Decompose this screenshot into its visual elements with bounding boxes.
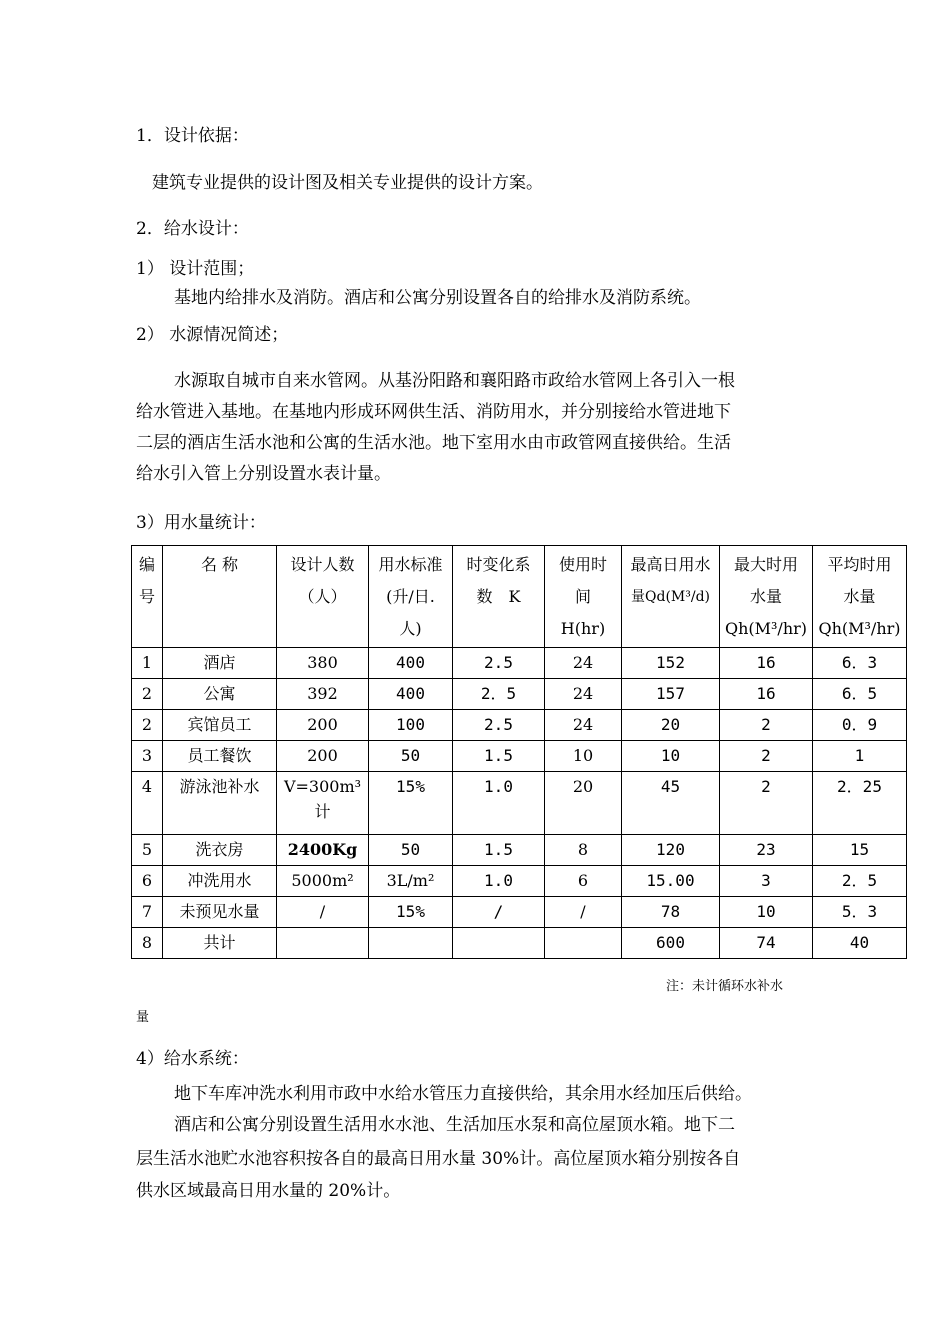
table-cell: 5 <box>132 835 163 866</box>
table-cell: 400 <box>369 679 453 710</box>
header-name: 名 称 <box>163 546 277 648</box>
table-cell: 600 <box>622 928 720 959</box>
table-cell: 15.00 <box>622 866 720 897</box>
table-cell: 员工餐饮 <box>163 741 277 772</box>
table-cell: 24 <box>545 648 622 679</box>
table-cell: 50 <box>369 835 453 866</box>
table-cell: 3L/m² <box>369 866 453 897</box>
section-2-1-text: 基地内给排水及消防。酒店和公寓分别设置各自的给排水及消防系统。 <box>174 288 701 308</box>
table-cell: 5000m² <box>277 866 369 897</box>
table-cell: 6．3 <box>813 648 907 679</box>
table-cell: 15% <box>369 897 453 928</box>
section-2-2-title: 2） 水源情况简述； <box>136 325 289 345</box>
header-standard: 用水标准 (升/日. 人) <box>369 546 453 648</box>
table-cell: 45 <box>622 772 720 835</box>
table-cell: 120 <box>622 835 720 866</box>
table-cell: 2400Kg <box>277 835 369 866</box>
section-2-4-title: 4）给水系统： <box>136 1049 249 1069</box>
table-row <box>132 928 907 959</box>
table-cell: 24 <box>545 679 622 710</box>
table-cell: 游泳池补水 <box>163 772 277 835</box>
table-cell: 392 <box>277 679 369 710</box>
header-no: 编 号 <box>132 546 163 648</box>
water-system-line-4: 供水区域最高日用水量的 20%计。 <box>136 1181 401 1201</box>
table-cell: 200 <box>277 741 369 772</box>
header-avg-hourly: 平均时用 水量 Qh(M³/hr) <box>813 546 907 648</box>
table-row <box>132 741 907 772</box>
table-cell: 1.5 <box>453 835 545 866</box>
water-usage-table <box>131 545 907 959</box>
table-cell: 23 <box>720 835 813 866</box>
table-cell: / <box>545 897 622 928</box>
table-cell: 20 <box>545 772 622 835</box>
table-cell: 380 <box>277 648 369 679</box>
table-cell: 2 <box>720 741 813 772</box>
table-cell: 74 <box>720 928 813 959</box>
table-cell: 8 <box>545 835 622 866</box>
header-people: 设计人数 （人） <box>277 546 369 648</box>
table-cell: 16 <box>720 679 813 710</box>
table-cell: 78 <box>622 897 720 928</box>
table-cell <box>545 928 622 959</box>
table-cell: 10 <box>622 741 720 772</box>
table-cell: 5．3 <box>813 897 907 928</box>
table-cell: 157 <box>622 679 720 710</box>
table-cell: 1.0 <box>453 772 545 835</box>
table-cell: 酒店 <box>163 648 277 679</box>
table-cell: 冲洗用水 <box>163 866 277 897</box>
section-2-title: 2．给水设计： <box>136 219 249 239</box>
water-source-line-1: 水源取自城市自来水管网。从基汾阳路和襄阳路市政给水管网上各引入一根 <box>174 371 735 391</box>
table-cell <box>369 928 453 959</box>
header-hourly-factor: 时变化系 数 K <box>453 546 545 648</box>
table-cell: 4 <box>132 772 163 835</box>
section-2-1-title: 1） 设计范围； <box>136 259 255 279</box>
table-row <box>132 648 907 679</box>
table-cell: 0．9 <box>813 710 907 741</box>
table-cell: 1.5 <box>453 741 545 772</box>
table-cell: 2.5 <box>453 710 545 741</box>
table-cell: 6 <box>545 866 622 897</box>
header-hours: 使用时 间 H(hr) <box>545 546 622 648</box>
table-cell: 未预见水量 <box>163 897 277 928</box>
water-system-line-3: 层生活水池贮水池容积按各自的最高日用水量 30%计。高位屋顶水箱分别按各自 <box>136 1149 741 1169</box>
water-system-line-2: 酒店和公寓分别设置生活用水水池、生活加压水泵和高位屋顶水箱。地下二 <box>174 1115 735 1135</box>
water-source-line-2: 给水管进入基地。在基地内形成环网供生活、消防用水，并分别接给水管进地下 <box>136 402 731 422</box>
table-cell: 3 <box>720 866 813 897</box>
table-cell: 1 <box>813 741 907 772</box>
table-row <box>132 772 907 835</box>
header-max-daily: 最高日用水 量Qd(M³/d) <box>622 546 720 648</box>
table-row <box>132 897 907 928</box>
table-cell: 6．5 <box>813 679 907 710</box>
table-cell: 50 <box>369 741 453 772</box>
table-cell: 7 <box>132 897 163 928</box>
table-cell: 2.5 <box>453 648 545 679</box>
water-source-line-4: 给水引入管上分别设置水表计量。 <box>136 464 391 484</box>
table-cell <box>453 928 545 959</box>
table-cell: / <box>453 897 545 928</box>
table-note-continued: 量 <box>136 1010 150 1025</box>
table-cell: 洗衣房 <box>163 835 277 866</box>
section-2-3-title: 3）用水量统计： <box>136 513 266 533</box>
table-cell: 2 <box>132 679 163 710</box>
table-cell: 10 <box>545 741 622 772</box>
table-cell: 2 <box>720 772 813 835</box>
table-cell: 3 <box>132 741 163 772</box>
table-cell: 24 <box>545 710 622 741</box>
table-cell: 2．5 <box>453 679 545 710</box>
table-cell: 2．5 <box>813 866 907 897</box>
table-cell: 100 <box>369 710 453 741</box>
table-note: 注：未计循环水补水 <box>666 979 784 994</box>
table-cell <box>277 928 369 959</box>
table-cell: 宾馆员工 <box>163 710 277 741</box>
table-cell: 1.0 <box>453 866 545 897</box>
table-cell: 15% <box>369 772 453 835</box>
table-cell: 8 <box>132 928 163 959</box>
table-row <box>132 866 907 897</box>
table-cell: 15 <box>813 835 907 866</box>
table-cell: 200 <box>277 710 369 741</box>
table-cell: 16 <box>720 648 813 679</box>
table-cell: 2．25 <box>813 772 907 835</box>
table-cell: 10 <box>720 897 813 928</box>
header-max-hourly: 最大时用 水量 Qh(M³/hr) <box>720 546 813 648</box>
table-row <box>132 710 907 741</box>
table-cell: 40 <box>813 928 907 959</box>
table-row <box>132 679 907 710</box>
table-cell: / <box>277 897 369 928</box>
table-cell: 1 <box>132 648 163 679</box>
table-cell: 共计 <box>163 928 277 959</box>
table-cell: 6 <box>132 866 163 897</box>
section-1-title: 1．设计依据： <box>136 126 249 146</box>
water-source-line-3: 二层的酒店生活水池和公寓的生活水池。地下室用水由市政管网直接供给。生活 <box>136 433 731 453</box>
table-header-row <box>132 546 907 648</box>
table-cell: 2 <box>132 710 163 741</box>
section-1-text: 建筑专业提供的设计图及相关专业提供的设计方案。 <box>152 173 543 193</box>
table-cell: 公寓 <box>163 679 277 710</box>
table-cell: 400 <box>369 648 453 679</box>
table-cell: 152 <box>622 648 720 679</box>
table-row <box>132 835 907 866</box>
water-system-line-1: 地下车库冲洗水利用市政中水给水管压力直接供给，其余用水经加压后供给。 <box>174 1084 752 1104</box>
table-cell: 20 <box>622 710 720 741</box>
table-cell: 2 <box>720 710 813 741</box>
table-cell: V=300m³计 <box>277 772 369 835</box>
